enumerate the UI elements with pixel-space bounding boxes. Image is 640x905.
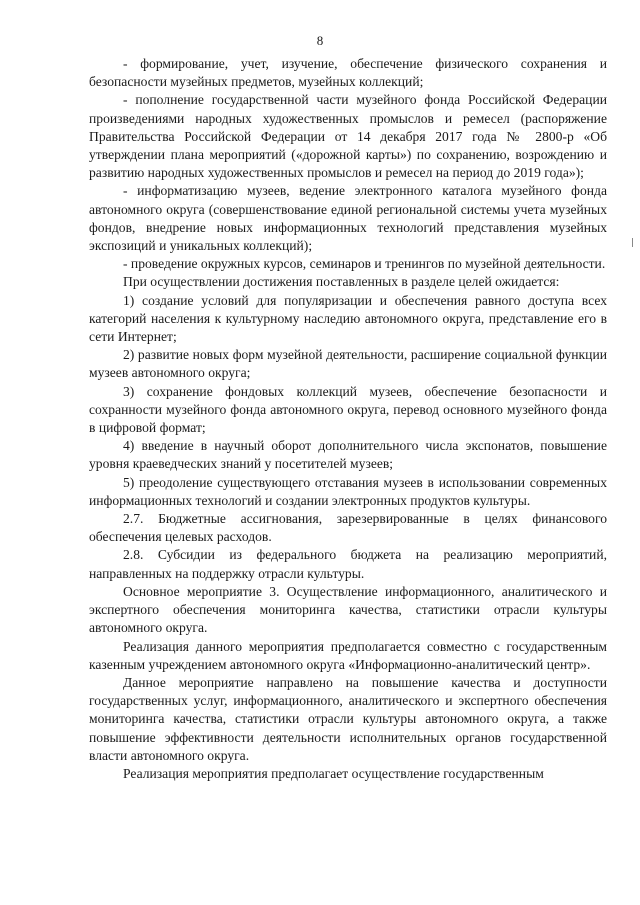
document-body bbox=[89, 55, 607, 783]
paragraph-item-1: 1) создание условий для популяризации и обеспечения равного доступа всех категорий населения к культурному наследию автономного округа, представление его в сети Интернет; bbox=[89, 292, 607, 345]
page-number: 8 bbox=[316, 33, 324, 48]
scan-artifact bbox=[632, 238, 633, 247]
paragraph-item-3: 3) сохранение фондовых коллекций музеев, обеспечение безопасности и сохранности музейного фонда автономного округа, перевод основного музейного фонда в цифровой формат; bbox=[89, 383, 607, 436]
paragraph-implementation-last: Реализация мероприятия предполагает осуществление государственным bbox=[123, 765, 544, 781]
paragraph-expected-results: При осуществлении достижения поставленных в разделе целей ожидается: bbox=[123, 274, 560, 290]
paragraph-activity-purpose: Данное мероприятие направлено на повышение качества и доступности государственных услуг, информационного, аналитического и экспертного обеспечения мониторинга качества, статистики отрасли культуры автономного округа, а также повышение эффективности деятельности исполнительных органов государственной власти автономного округа. bbox=[89, 674, 607, 763]
paragraph-bullet-replenishment: - пополнение государственной части музейного фонда Российской Федерации произведениями народных художественных промыслов и ремесел (распоряжение Правительства Российской Федерации от 14 декабря 2017 года № 2800-р «Об утверждении плана мероприятий («дорожной карты») по сохранению, возрождению и развитию народных художественных промыслов и ремесел на период до 2019 года»); bbox=[89, 92, 607, 181]
paragraph-section-2-8: 2.8. Субсидии из федерального бюджета на реализацию мероприятий, направленных на поддержку отрасли культуры. bbox=[89, 547, 607, 581]
paragraph-implementation-joint: Реализация данного мероприятия предполагается совместно с государственным казенным учреждением автономного округа «Информационно-аналитический центр». bbox=[89, 638, 607, 672]
paragraph-item-4: 4) введение в научный оборот дополнительного числа экспонатов, повышение уровня краеведческих знаний у посетителей музеев; bbox=[89, 438, 607, 472]
paragraph-bullet-formation: - формирование, учет, изучение, обеспечение физического сохранения и безопасности музейных предметов, музейных коллекций; bbox=[89, 56, 607, 90]
paragraph-section-2-7: 2.7. Бюджетные ассигнования, зарезервированные в целях финансового обеспечения целевых расходов. bbox=[89, 511, 607, 545]
paragraph-bullet-informatization: - информатизацию музеев, ведение электронного каталога музейного фонда автономного округа (совершенствование единой региональной системы учета музейных фондов, внедрение новых информационных технологий представления музейных экспозиций и уникальных коллекций); bbox=[89, 183, 607, 254]
paragraph-bullet-courses: - проведение окружных курсов, семинаров и тренингов по музейной деятельности. bbox=[123, 256, 606, 272]
paragraph-item-5: 5) преодоление существующего отставания музеев в использовании современных информационных технологий и создании электронных продуктов культуры. bbox=[89, 474, 607, 508]
paragraph-item-2: 2) развитие новых форм музейной деятельности, расширение социальной функции музеев автономного округа; bbox=[89, 347, 607, 381]
paragraph-main-activity-3: Основное мероприятие 3. Осуществление информационного, аналитического и экспертного обеспечения мониторинга качества, статистики отрасли культуры автономного округа. bbox=[89, 583, 607, 636]
